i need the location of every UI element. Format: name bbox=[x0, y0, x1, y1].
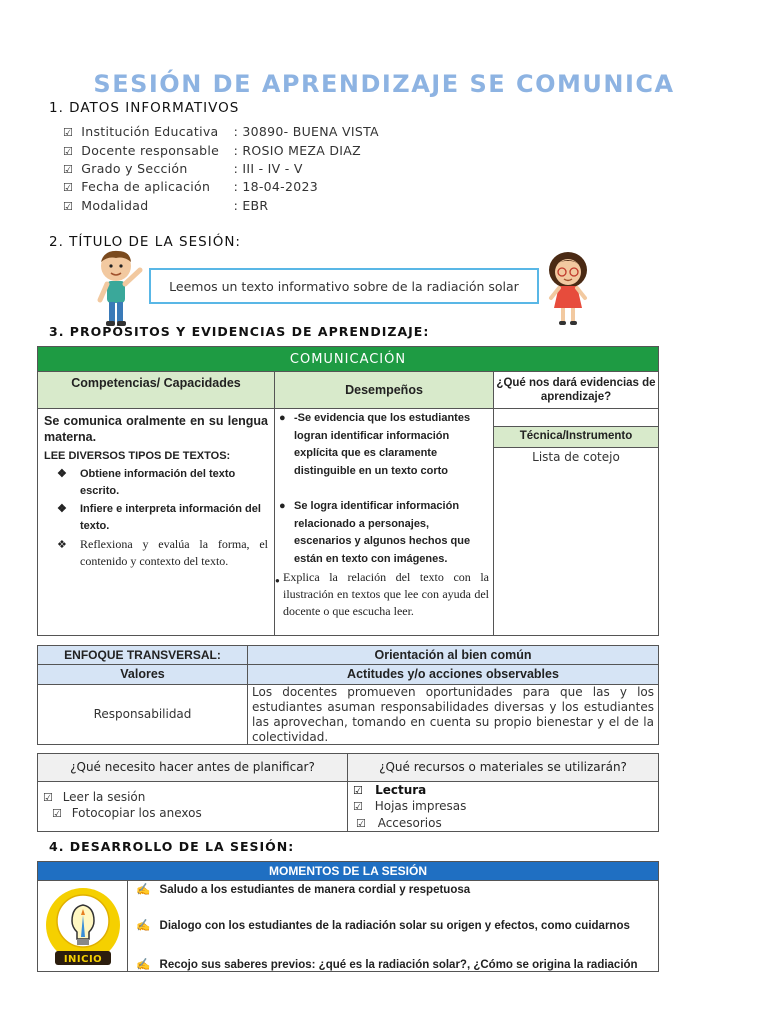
capacidad-item bbox=[58, 501, 268, 535]
desempeno-text: -Se evidencia que los estudiantes logran identificar información explícita que es claramente distinguible en un texto corto bbox=[294, 412, 471, 477]
checkbox-icon: ☑ bbox=[63, 145, 74, 158]
info-value: : III - IV - V bbox=[233, 161, 303, 176]
info-value: : ROSIO MEZA DIAZ bbox=[233, 143, 362, 158]
recursos-cell bbox=[347, 781, 659, 832]
recursos-header: ¿Qué recursos o materiales se utilizarán? bbox=[347, 753, 659, 782]
inicio-item bbox=[136, 918, 630, 932]
capacidad-text: Reflexiona y evalúa la forma, el contenido y contexto del texto. bbox=[80, 537, 268, 568]
actitudes-header: Actitudes y/o acciones observables bbox=[247, 664, 659, 685]
recurso-text: Lectura bbox=[375, 783, 427, 797]
capacidad-text: Infiere e interpreta información del texto. bbox=[80, 503, 261, 532]
desempeno-item bbox=[279, 498, 489, 568]
diamond-bullet-icon: ❖ bbox=[57, 468, 67, 480]
inicio-text: Dialogo con los estudiantes de la radiación solar su origen y efectos, como cuidarnos bbox=[159, 920, 630, 932]
recurso-item bbox=[356, 816, 442, 830]
info-value: : 18-04-2023 bbox=[233, 179, 318, 194]
antes-item bbox=[43, 790, 145, 804]
info-row-grado bbox=[63, 161, 303, 176]
inicio-item bbox=[136, 882, 470, 896]
info-row-docente bbox=[63, 143, 361, 158]
competencia-text: Se comunica oralmente en su lengua materna. bbox=[44, 414, 268, 444]
page-title: SESIÓN DE APRENDIZAJE SE COMUNICA bbox=[93, 70, 675, 98]
info-label: Grado y Sección bbox=[81, 161, 188, 176]
momentos-header: MOMENTOS DE LA SESIÓN bbox=[37, 861, 659, 881]
antes-text: Fotocopiar los anexos bbox=[71, 806, 202, 820]
lee-heading: LEE DIVERSOS TIPOS DE TEXTOS: bbox=[44, 450, 231, 462]
desempeno-text: Se logra identificar información relacionado a personajes, escenarios y algunos hechos que están en texto con imágenes. bbox=[294, 500, 471, 565]
checkbox-icon: ☑ bbox=[43, 791, 53, 804]
actitud-cell bbox=[247, 684, 659, 745]
info-label: Docente responsable bbox=[81, 143, 220, 158]
evidencias-empty-cell bbox=[493, 408, 659, 427]
boy-illustration-icon bbox=[92, 248, 150, 330]
valor-text: Responsabilidad bbox=[93, 707, 192, 721]
diamond-bullet-icon: ❖ bbox=[57, 538, 67, 551]
col-competencias-header: Competencias/ Capacidades bbox=[37, 371, 275, 409]
info-value: : 30890- BUENA VISTA bbox=[233, 124, 379, 139]
bullet-icon: ● bbox=[279, 412, 286, 424]
diamond-bullet-icon: ❖ bbox=[57, 503, 67, 515]
pencil-bullet-icon: ✍ bbox=[136, 920, 151, 932]
bullet-icon: ● bbox=[275, 576, 280, 585]
valores-header: Valores bbox=[37, 664, 248, 685]
instrumento-text: Lista de cotejo bbox=[532, 450, 620, 464]
checkbox-icon: ☑ bbox=[63, 181, 74, 194]
checkbox-icon: ☑ bbox=[63, 163, 74, 176]
col-desempenos-header: Desempeños bbox=[274, 371, 494, 409]
session-title-text: Leemos un texto informativo sobre de la radiación solar bbox=[169, 279, 519, 294]
checkbox-icon: ☑ bbox=[356, 817, 366, 830]
bullet-icon: ● bbox=[279, 500, 286, 512]
girl-illustration-icon bbox=[544, 250, 592, 330]
pencil-bullet-icon: ✍ bbox=[136, 959, 151, 971]
desempeno-text: Explica la relación del texto con la ilustración en textos que lee con ayuda del docente o que escucha leer. bbox=[283, 570, 489, 618]
checkbox-icon: ☑ bbox=[353, 800, 363, 813]
session-title-box bbox=[149, 268, 539, 304]
desempenos-cell bbox=[274, 408, 494, 636]
inicio-text: Recojo sus saberes previos: ¿qué es la radiación solar?, ¿Cómo se origina la radiación bbox=[159, 959, 638, 971]
info-row-fecha bbox=[63, 179, 318, 194]
capacidad-item bbox=[58, 536, 268, 570]
desempeno-item bbox=[279, 410, 489, 480]
inicio-label: INICIO bbox=[63, 954, 103, 965]
capacidad-item bbox=[58, 466, 268, 500]
info-label: Modalidad bbox=[81, 198, 149, 213]
inicio-content-cell bbox=[127, 880, 659, 972]
info-row-modalidad bbox=[63, 198, 268, 213]
section-1-heading: 1. DATOS INFORMATIVOS bbox=[49, 100, 240, 116]
checkbox-icon: ☑ bbox=[63, 126, 74, 139]
section-2-heading: 2. TÍTULO DE LA SESIÓN: bbox=[49, 234, 241, 250]
enfoque-value: Orientación al bien común bbox=[247, 645, 659, 665]
info-label: Fecha de aplicación bbox=[81, 179, 211, 194]
antes-header: ¿Qué necesito hacer antes de planificar? bbox=[37, 753, 348, 782]
valor-cell bbox=[37, 684, 248, 745]
area-title: COMUNICACIÓN bbox=[289, 352, 407, 367]
area-header bbox=[37, 346, 659, 372]
antes-text: Leer la sesión bbox=[62, 790, 146, 804]
instrumento-cell bbox=[493, 447, 659, 636]
recurso-item bbox=[353, 799, 466, 813]
info-label: Institución Educativa bbox=[81, 124, 219, 139]
section-4-heading: 4. DESARROLLO DE LA SESIÓN: bbox=[49, 839, 295, 854]
recurso-text: Hojas impresas bbox=[374, 799, 467, 813]
recurso-item bbox=[353, 783, 426, 797]
col-evidencias-header: ¿Qué nos dará evidencias de aprendizaje? bbox=[493, 371, 659, 409]
checkbox-icon: ☑ bbox=[353, 784, 363, 797]
pencil-bullet-icon: ✍ bbox=[136, 884, 151, 896]
inicio-item bbox=[136, 957, 638, 971]
recurso-text: Accesorios bbox=[377, 816, 442, 830]
info-value: : EBR bbox=[233, 198, 269, 213]
info-row-institucion bbox=[63, 124, 379, 139]
checkbox-icon: ☑ bbox=[63, 200, 74, 213]
enfoque-label: ENFOQUE TRANSVERSAL: bbox=[37, 645, 248, 665]
antes-cell bbox=[37, 781, 348, 832]
capacidad-text: Obtiene información del texto escrito. bbox=[80, 468, 236, 497]
inicio-icon-cell bbox=[37, 880, 128, 972]
desempeno-item bbox=[275, 569, 489, 620]
tecnica-header: Técnica/Instrumento bbox=[493, 426, 659, 448]
competencias-cell bbox=[37, 408, 275, 636]
actitud-text: Los docentes promueven oportunidades para que las y los estudiantes asuman responsabilidades diversas y los estudiantes las aprovechan, tomando en cuenta su propio bienestar y el de la colectividad. bbox=[252, 685, 654, 744]
checkbox-icon: ☑ bbox=[52, 807, 62, 820]
inicio-text: Saludo a los estudiantes de manera cordial y respetuosa bbox=[159, 884, 471, 896]
antes-item bbox=[52, 806, 202, 820]
section-3-heading: 3. PROPÓSITOS Y EVIDENCIAS DE APRENDIZAJE: bbox=[49, 324, 430, 339]
